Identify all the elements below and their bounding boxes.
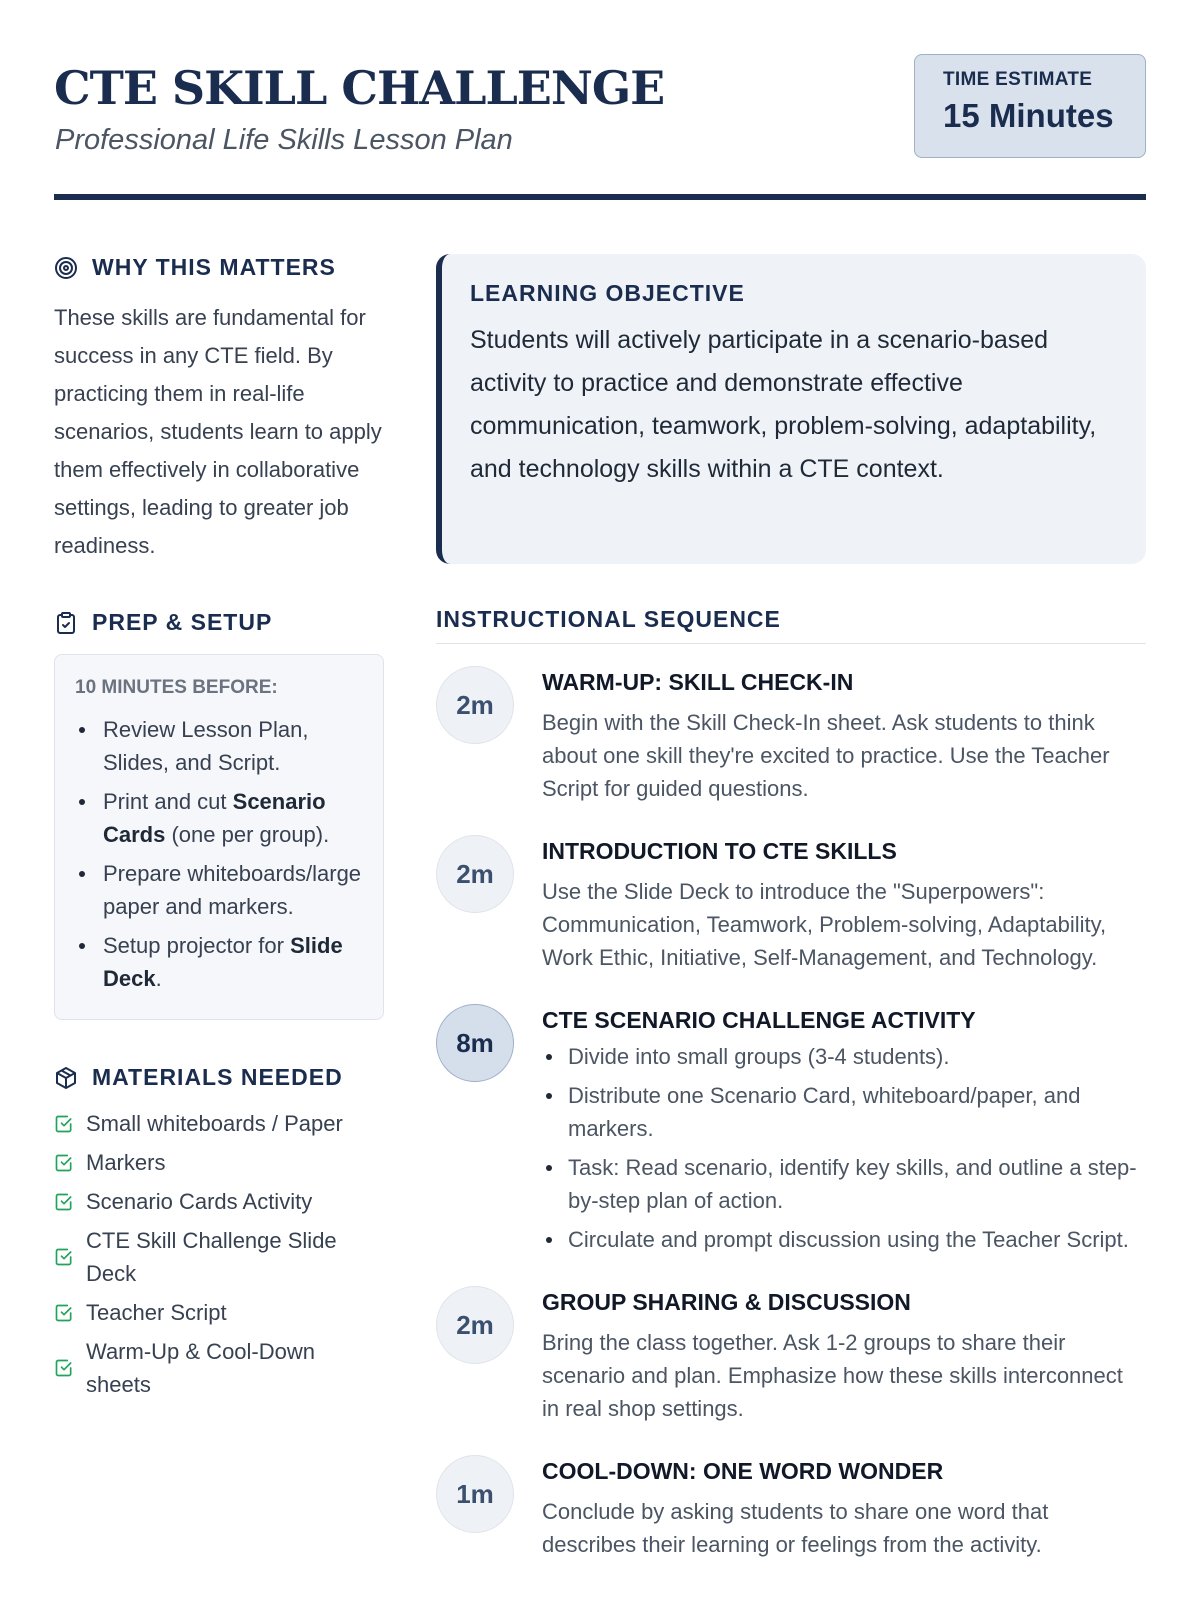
prep-item-text: Prepare whiteboards/large paper and markers. [103,861,362,919]
material-item-label: CTE Skill Challenge Slide Deck [86,1228,337,1286]
prep-item-text: (one per group). [165,822,330,847]
prep-item-text: . [155,966,162,991]
main-column [436,254,1146,1591]
list-item: Circulate and prompt discussion using the Teacher Script. [542,1223,1146,1256]
sequence-steps [436,666,1146,1561]
why-heading [54,254,384,281]
prep-box [54,654,384,1020]
step-time-badge: 8m [436,1004,514,1082]
check-square-icon [54,1358,74,1378]
step-cool-down [436,1455,1146,1561]
list-item: Divide into small groups (3-4 students). [542,1040,1146,1073]
material-item-label: Warm-Up & Cool-Down sheets [86,1339,316,1397]
step-body: Conclude by asking students to share one word that describes their learning or feelings from the activity. [542,1499,1049,1557]
list-item [75,713,363,779]
list-item [75,785,363,851]
step-time-badge: 2m [436,1286,514,1364]
sidebar-column [54,254,384,1407]
step-introduction [436,835,1146,974]
header-divider [54,194,1146,200]
header [54,54,1146,254]
time-estimate-value: 15 Minutes [943,97,1114,134]
step-title: INTRODUCTION TO CTE SKILLS [542,838,897,864]
prep-item-bold: Scenario Cards [103,789,326,847]
prep-heading [54,609,384,636]
material-item-label: Teacher Script [86,1300,227,1325]
list-item [75,857,363,923]
page-title: CTE SKILL CHALLENGE [54,61,665,115]
step-title: GROUP SHARING & DISCUSSION [542,1289,911,1315]
learning-objective-card [436,254,1146,564]
objective-label: LEARNING OBJECTIVE [470,280,745,306]
prep-item-text: Setup projector for [103,933,291,958]
prep-item-text: Print and cut [103,789,233,814]
check-square-icon [54,1303,74,1323]
material-item-label: Small whiteboards / Paper [86,1111,343,1136]
target-icon [54,256,78,280]
material-item-label: Markers [86,1150,166,1175]
list-item [75,929,363,995]
step-warm-up [436,666,1146,805]
clipboard-icon [54,611,78,635]
materials-list [54,1107,384,1401]
step-bullets [542,1040,1146,1256]
package-icon [54,1066,78,1090]
list-item: Distribute one Scenario Card, whiteboard/paper, and markers. [542,1079,1146,1145]
list-item: Task: Read scenario, identify key skills, and outline a step-by-step plan of action. [542,1151,1146,1217]
check-square-icon [54,1153,74,1173]
step-title: WARM-UP: SKILL CHECK-IN [542,669,854,695]
step-time-badge: 2m [436,835,514,913]
step-time-badge: 2m [436,666,514,744]
prep-label: 10 MINUTES BEFORE: [75,677,278,698]
step-title: CTE SCENARIO CHALLENGE ACTIVITY [542,1007,976,1033]
why-heading-text: WHY THIS MATTERS [92,254,336,280]
check-square-icon [54,1114,74,1134]
sequence-heading: INSTRUCTIONAL SEQUENCE [436,606,1146,644]
step-group-sharing [436,1286,1146,1425]
material-item [54,1335,384,1401]
step-time-badge: 1m [436,1455,514,1533]
check-square-icon [54,1192,74,1212]
step-body: Begin with the Skill Check-In sheet. Ask students to think about one skill they're excited to practice. Use the Teacher Script for guided questions. [542,710,1110,801]
material-item [54,1296,384,1329]
check-square-icon [54,1247,74,1267]
prep-item-bold: Slide Deck [103,933,343,991]
time-estimate-label: TIME ESTIMATE [943,69,1093,90]
step-body: Bring the class together. Ask 1-2 groups to share their scenario and plan. Emphasize how these skills interconnect in real shop settings. [542,1330,1123,1421]
time-estimate-box [914,54,1146,158]
material-item [54,1107,384,1140]
prep-heading-text: PREP & SETUP [92,609,273,635]
step-title: COOL-DOWN: ONE WORD WONDER [542,1458,944,1484]
step-body: Use the Slide Deck to introduce the "Superpowers": Communication, Teamwork, Problem-solving, Adaptability, Work Ethic, Initiative, Self-Management, and Technology. [542,879,1107,970]
material-item [54,1185,384,1218]
prep-list [75,713,363,995]
prep-item-text: Review Lesson Plan, Slides, and Script. [103,717,309,775]
step-scenario-activity [436,1004,1146,1256]
material-item [54,1146,384,1179]
materials-heading-text: MATERIALS NEEDED [92,1064,343,1090]
objective-text: Students will actively participate in a scenario-based activity to practice and demonstrate effective communication, teamwork, problem-solving, adaptability, and technology skills within a CTE context. [470,326,1097,483]
page-subtitle: Professional Life Skills Lesson Plan [55,124,513,156]
material-item-label: Scenario Cards Activity [86,1189,313,1214]
why-text: These skills are fundamental for success in any CTE field. By practicing them in real-life scenarios, students learn to apply them effectively in collaborative settings, leading to greater job readiness. [54,305,382,558]
material-item [54,1224,384,1290]
materials-heading [54,1064,384,1091]
